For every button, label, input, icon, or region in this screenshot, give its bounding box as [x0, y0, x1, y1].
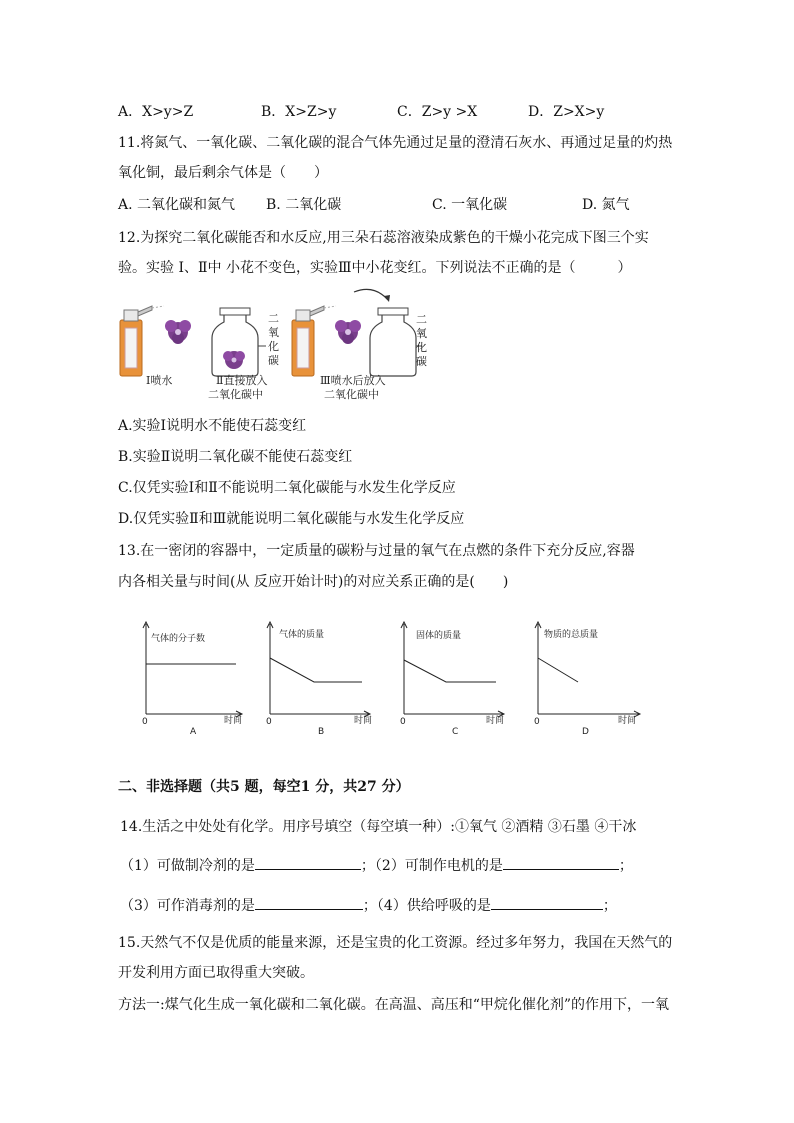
q15-line3: 方法一:煤气化生成一氧化碳和二氧化碳。在高温、高压和“甲烷化催化剂”的作用下，一氧: [118, 997, 670, 1013]
q11-stem-line1: 11.将氮气、一氧化碳、二氧化碳的混合气体先通过足量的澄清石灰水、再通过足量的灼热: [118, 135, 673, 151]
graph-b-line: [270, 658, 362, 682]
graph-c-line: [404, 660, 496, 682]
q15-line1: 15.天然气不仅是优质的能量来源，还是宝贵的化工资源。经过多年努力，我国在天然气的: [118, 935, 673, 951]
purple-flower-1: [165, 320, 191, 344]
svg-text:化: 化: [268, 340, 279, 353]
q14-label-3: （3）可作消毒剂的是: [120, 898, 255, 914]
q13-stem-line2: 内各相关量与时间(从 反应开始计时)的对应关系正确的是( ): [118, 574, 509, 590]
fig-caption-3b: 二氧化碳中: [324, 388, 379, 401]
fig-caption-2b: 二氧化碳中: [208, 388, 263, 401]
q14-stem: 14.生活之中处处有化学。用序号填空（每空填一种）:①氧气 ②酒精 ③石墨 ④干冰: [120, 819, 637, 835]
q10-option-a: A．X>y>Z: [118, 104, 194, 120]
graph-c-letter: C: [452, 727, 459, 737]
graph-c-ylabel: 固体的质量: [416, 631, 462, 641]
q14-label-2: ；（2）可制作电机的是: [360, 858, 503, 874]
graph-d: [530, 620, 646, 738]
fig-caption-2a: Ⅱ直接放入: [216, 374, 268, 387]
q14-answer-blank-4[interactable]: [491, 895, 603, 910]
q14-answer-blank-1[interactable]: [255, 855, 361, 870]
q10-option-c: C．Z>y >X: [397, 104, 478, 120]
graph-a-xlabel: 时间: [224, 716, 243, 726]
graph-d-letter: D: [582, 727, 589, 737]
q12-option-c: C.仅凭实验Ⅰ和Ⅱ不能说明二氧化碳能与水发生化学反应: [118, 480, 456, 496]
graph-b-letter: B: [318, 727, 325, 737]
q11-option-d: D. 氮气: [582, 197, 630, 213]
graph-d-origin: 0: [534, 717, 540, 727]
curved-arrow-icon: [354, 289, 388, 300]
graph-d-ylabel: 物质的总质量: [544, 630, 599, 640]
svg-text:碳: 碳: [268, 354, 279, 367]
q12-option-b: B.实验Ⅱ说明二氧化碳不能使石蕊变红: [118, 449, 353, 465]
co2-label-3: 二 氧 化 碳: [416, 313, 427, 368]
spray-bottle-1: [120, 306, 164, 376]
graph-d-line: [538, 658, 578, 682]
graph-c-xlabel: 时间: [486, 716, 505, 726]
fig-caption-1: Ⅰ喷水: [146, 374, 173, 387]
graph-c-origin: 0: [400, 717, 406, 727]
q14-answer-blank-3[interactable]: [255, 895, 363, 910]
spray-bottle-3: [292, 306, 336, 376]
q14-label-1: （1）可做制冷剂的是: [120, 858, 255, 874]
q14-row1: （1）可做制冷剂的是 ；（2）可制作电机的是 ；: [120, 855, 633, 876]
graph-b-origin: 0: [266, 717, 272, 727]
gas-jar-2: [212, 308, 266, 376]
graph-a: [138, 620, 248, 738]
graph-a-origin: 0: [142, 717, 148, 727]
q12-stem-line1: 12.为探究二氧化碳能否和水反应,用三朵石蕊溶液染成紫色的干燥小花完成下图三个实: [118, 230, 649, 246]
q15-line2: 开发利用方面已取得重大突破。: [118, 965, 314, 981]
graph-b: [262, 620, 376, 738]
q10-option-d: D．Z>X>y: [528, 104, 605, 120]
svg-text:氧: 氧: [268, 326, 279, 339]
q14-label-4: ；（4）供给呼吸的是: [362, 898, 491, 914]
graph-d-xlabel: 时间: [618, 716, 637, 726]
q11-option-b: B. 二氧化碳: [266, 197, 342, 213]
section2-title: 二、非选择题（共5 题，每空1 分，共27 分）: [118, 779, 410, 795]
q12-option-a: A.实验Ⅰ说明水不能使石蕊变红: [118, 418, 307, 434]
gas-jar-3: [370, 308, 422, 376]
q14-row2: （3）可作消毒剂的是 ；（4）供给呼吸的是 ；: [120, 895, 617, 916]
svg-text:二: 二: [268, 312, 279, 325]
q11-option-a: A. 二氧化碳和氮气: [118, 197, 236, 213]
q12-option-d: D.仅凭实验Ⅱ和Ⅲ就能说明二氧化碳能与水发生化学反应: [118, 511, 465, 527]
graph-b-xlabel: 时间: [354, 716, 373, 726]
q10-option-b: B．X>Z>y: [261, 104, 337, 120]
q12-experiment-figure: [116, 286, 428, 402]
graph-b-ylabel: 气体的质量: [279, 630, 325, 640]
q13-stem-line1: 13.在一密闭的容器中，一定质量的碳粉与过量的氧气在点燃的条件下充分反应,容器: [118, 543, 635, 559]
q11-option-c: C. 一氧化碳: [432, 197, 508, 213]
graph-a-letter: A: [190, 727, 197, 737]
purple-flower-3: [335, 320, 361, 344]
q14-answer-blank-2[interactable]: [503, 855, 619, 870]
graph-c: [396, 620, 510, 738]
co2-label-2: [268, 312, 279, 367]
q12-stem-line2: 验。实验 Ⅰ、Ⅱ中 小花不变色，实验Ⅲ中小花变红。下列说法不正确的是（ ）: [118, 260, 632, 276]
graph-a-ylabel: 气体的分子数: [151, 634, 206, 644]
q11-stem-line2: 氧化铜，最后剩余气体是（ ）: [118, 165, 328, 181]
fig-caption-3a: Ⅲ喷水后放入: [320, 374, 386, 387]
